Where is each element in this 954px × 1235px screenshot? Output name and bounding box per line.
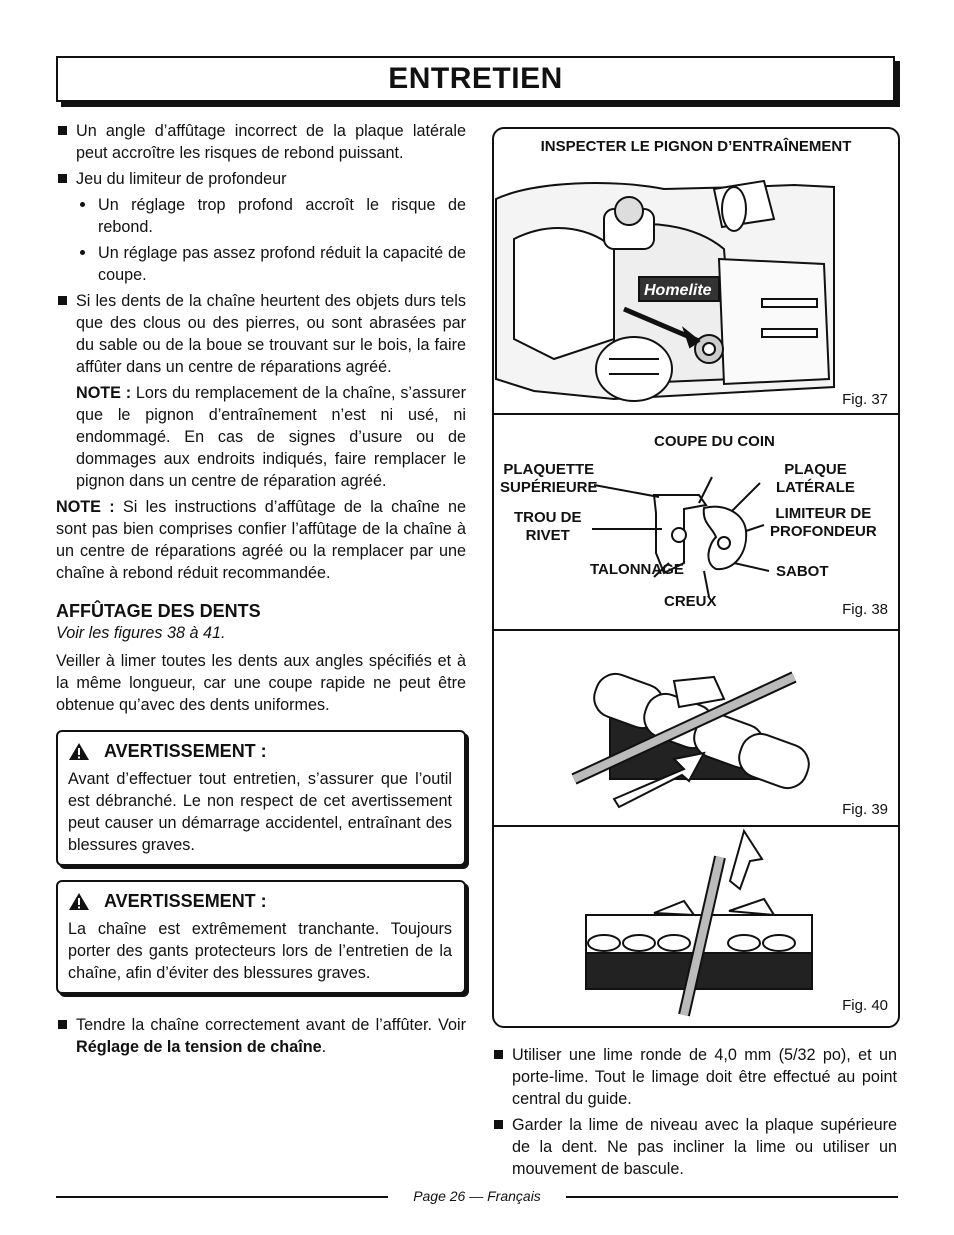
file-on-chain-illustration xyxy=(494,629,898,825)
warning-title xyxy=(68,740,452,762)
bullet-tension xyxy=(56,1014,466,1058)
bullet-round-file: Utiliser une lime ronde de 4,0 mm (5/32 po), et un porte-lime. Tout le limage doit être effectué au point central du guide. xyxy=(492,1044,897,1110)
section-text: Veiller à limer toutes les dents aux angles spécifiés et à la même longueur, car une coupe rapide ne peut être obtenue qu’avec des dents uniformes. xyxy=(56,652,466,714)
label-top-plate: PLAQUETTE SUPÉRIEURE xyxy=(500,461,598,496)
note-label: NOTE : xyxy=(76,384,132,402)
label-corner-cut: COUPE DU COIN xyxy=(654,433,775,450)
fig39-label: Fig. 39 xyxy=(842,801,888,818)
warning-triangle-icon xyxy=(68,892,90,911)
bullet-depth-gauge: Jeu du limiteur de profondeur xyxy=(56,168,466,190)
warning-title xyxy=(68,890,452,912)
figure-37 xyxy=(494,129,898,415)
warning-text: Avant d’effectuer tout entretien, s’assurer que l’outil est débranché. Le non respect de cet avertissement peut causer un démarrage accidentel, entraînant des blessures graves. xyxy=(68,770,452,854)
label-depth-gauge: LIMITEUR DE PROFONDEUR xyxy=(770,505,877,540)
chainsaw-sprocket-illustration xyxy=(494,129,898,413)
bullet-text: Tendre la chaîne correctement avant de l’affûter. Voir xyxy=(76,1016,466,1034)
warning-box-unplug xyxy=(56,730,466,866)
fig40-label: Fig. 40 xyxy=(842,997,888,1014)
fig38-label: Fig. 38 xyxy=(842,601,888,618)
page-footer xyxy=(56,1186,898,1206)
bullet-angle: Un angle d’affûtage incorrect de la plaque latérale peut accroître les risques de rebond puissant. xyxy=(56,120,466,164)
fig37-title: INSPECTER LE PIGNON D’ENTRAÎNEMENT xyxy=(540,138,852,155)
warning-title-text: AVERTISSEMENT : xyxy=(104,741,267,761)
note-text: Si les instructions d’affûtage de la chaîne ne sont pas bien comprises confier l’affûtage de la chaîne à un centre de réparations agréé ou la remplacer par une chaîne à rebond réduit recommandée. xyxy=(56,498,466,582)
note-sharpening xyxy=(56,496,466,584)
note-sprocket xyxy=(56,382,466,492)
bullet-text-end: . xyxy=(321,1038,327,1056)
page-title: ENTRETIEN xyxy=(388,62,563,95)
figure-39 xyxy=(494,629,898,827)
brand-logo: Homelite xyxy=(644,282,712,299)
bullet-keep-level: Garder la lime de niveau avec la plaque supérieure de la dent. Ne pas incliner la lime ou utiliser un mouvement de bascule. xyxy=(492,1114,897,1180)
section-header xyxy=(56,56,895,102)
label-gullet: CREUX xyxy=(664,593,717,610)
right-column-text xyxy=(492,1044,897,1184)
note-label: NOTE : xyxy=(56,498,115,516)
bullet-hard-objects: Si les dents de la chaîne heurtent des objets durs tels que des clous ou des pierres, ou sont abrasées par du sable ou de la boue se trouvant sur le bois, la faire affûter dans un centre de réparations agréé. xyxy=(56,290,466,378)
warning-box-gloves xyxy=(56,880,466,994)
warning-triangle-icon xyxy=(68,742,90,761)
label-heel: TALONNAGE xyxy=(590,561,684,578)
label-toe: SABOT xyxy=(776,563,829,580)
figure-38 xyxy=(494,413,898,631)
warning-title-text: AVERTISSEMENT : xyxy=(104,891,267,911)
note-text: Lors du remplacement de la chaîne, s’assurer que le pignon d’entraînement n’est ni usé, ni endommagé. En cas de signes d’usure ou de dommages aux endroits indiqués, faire remplacer le pignon dans un centre de réparation agréé. xyxy=(76,384,466,490)
figure-40 xyxy=(494,825,898,1026)
label-rivet-hole: TROU DE RIVET xyxy=(514,509,582,544)
left-column xyxy=(56,120,466,1062)
tension-reference: Réglage de la tension de chaîne xyxy=(76,1038,322,1056)
file-angle-illustration xyxy=(494,825,898,1026)
sub-bullet-not-deep: Un réglage pas assez profond réduit la capacité de coupe. xyxy=(56,242,466,286)
label-side-plate: PLAQUE LATÉRALE xyxy=(776,461,855,496)
section-reference: Voir les figures 38 à 41. xyxy=(56,624,226,642)
warning-text: La chaîne est extrêmement tranchante. Toujours porter des gants protecteurs lors de l’entretien de la chaîne, afin d’éviter des blessures graves. xyxy=(68,920,452,982)
figures-box xyxy=(492,127,900,1028)
sub-bullet-too-deep: Un réglage trop profond accroît le risque de rebond. xyxy=(56,194,466,238)
fig37-label: Fig. 37 xyxy=(842,391,888,408)
section-title: AFFÛTAGE DES DENTS xyxy=(56,601,261,621)
page-number: Page 26 — Français xyxy=(413,1188,541,1204)
